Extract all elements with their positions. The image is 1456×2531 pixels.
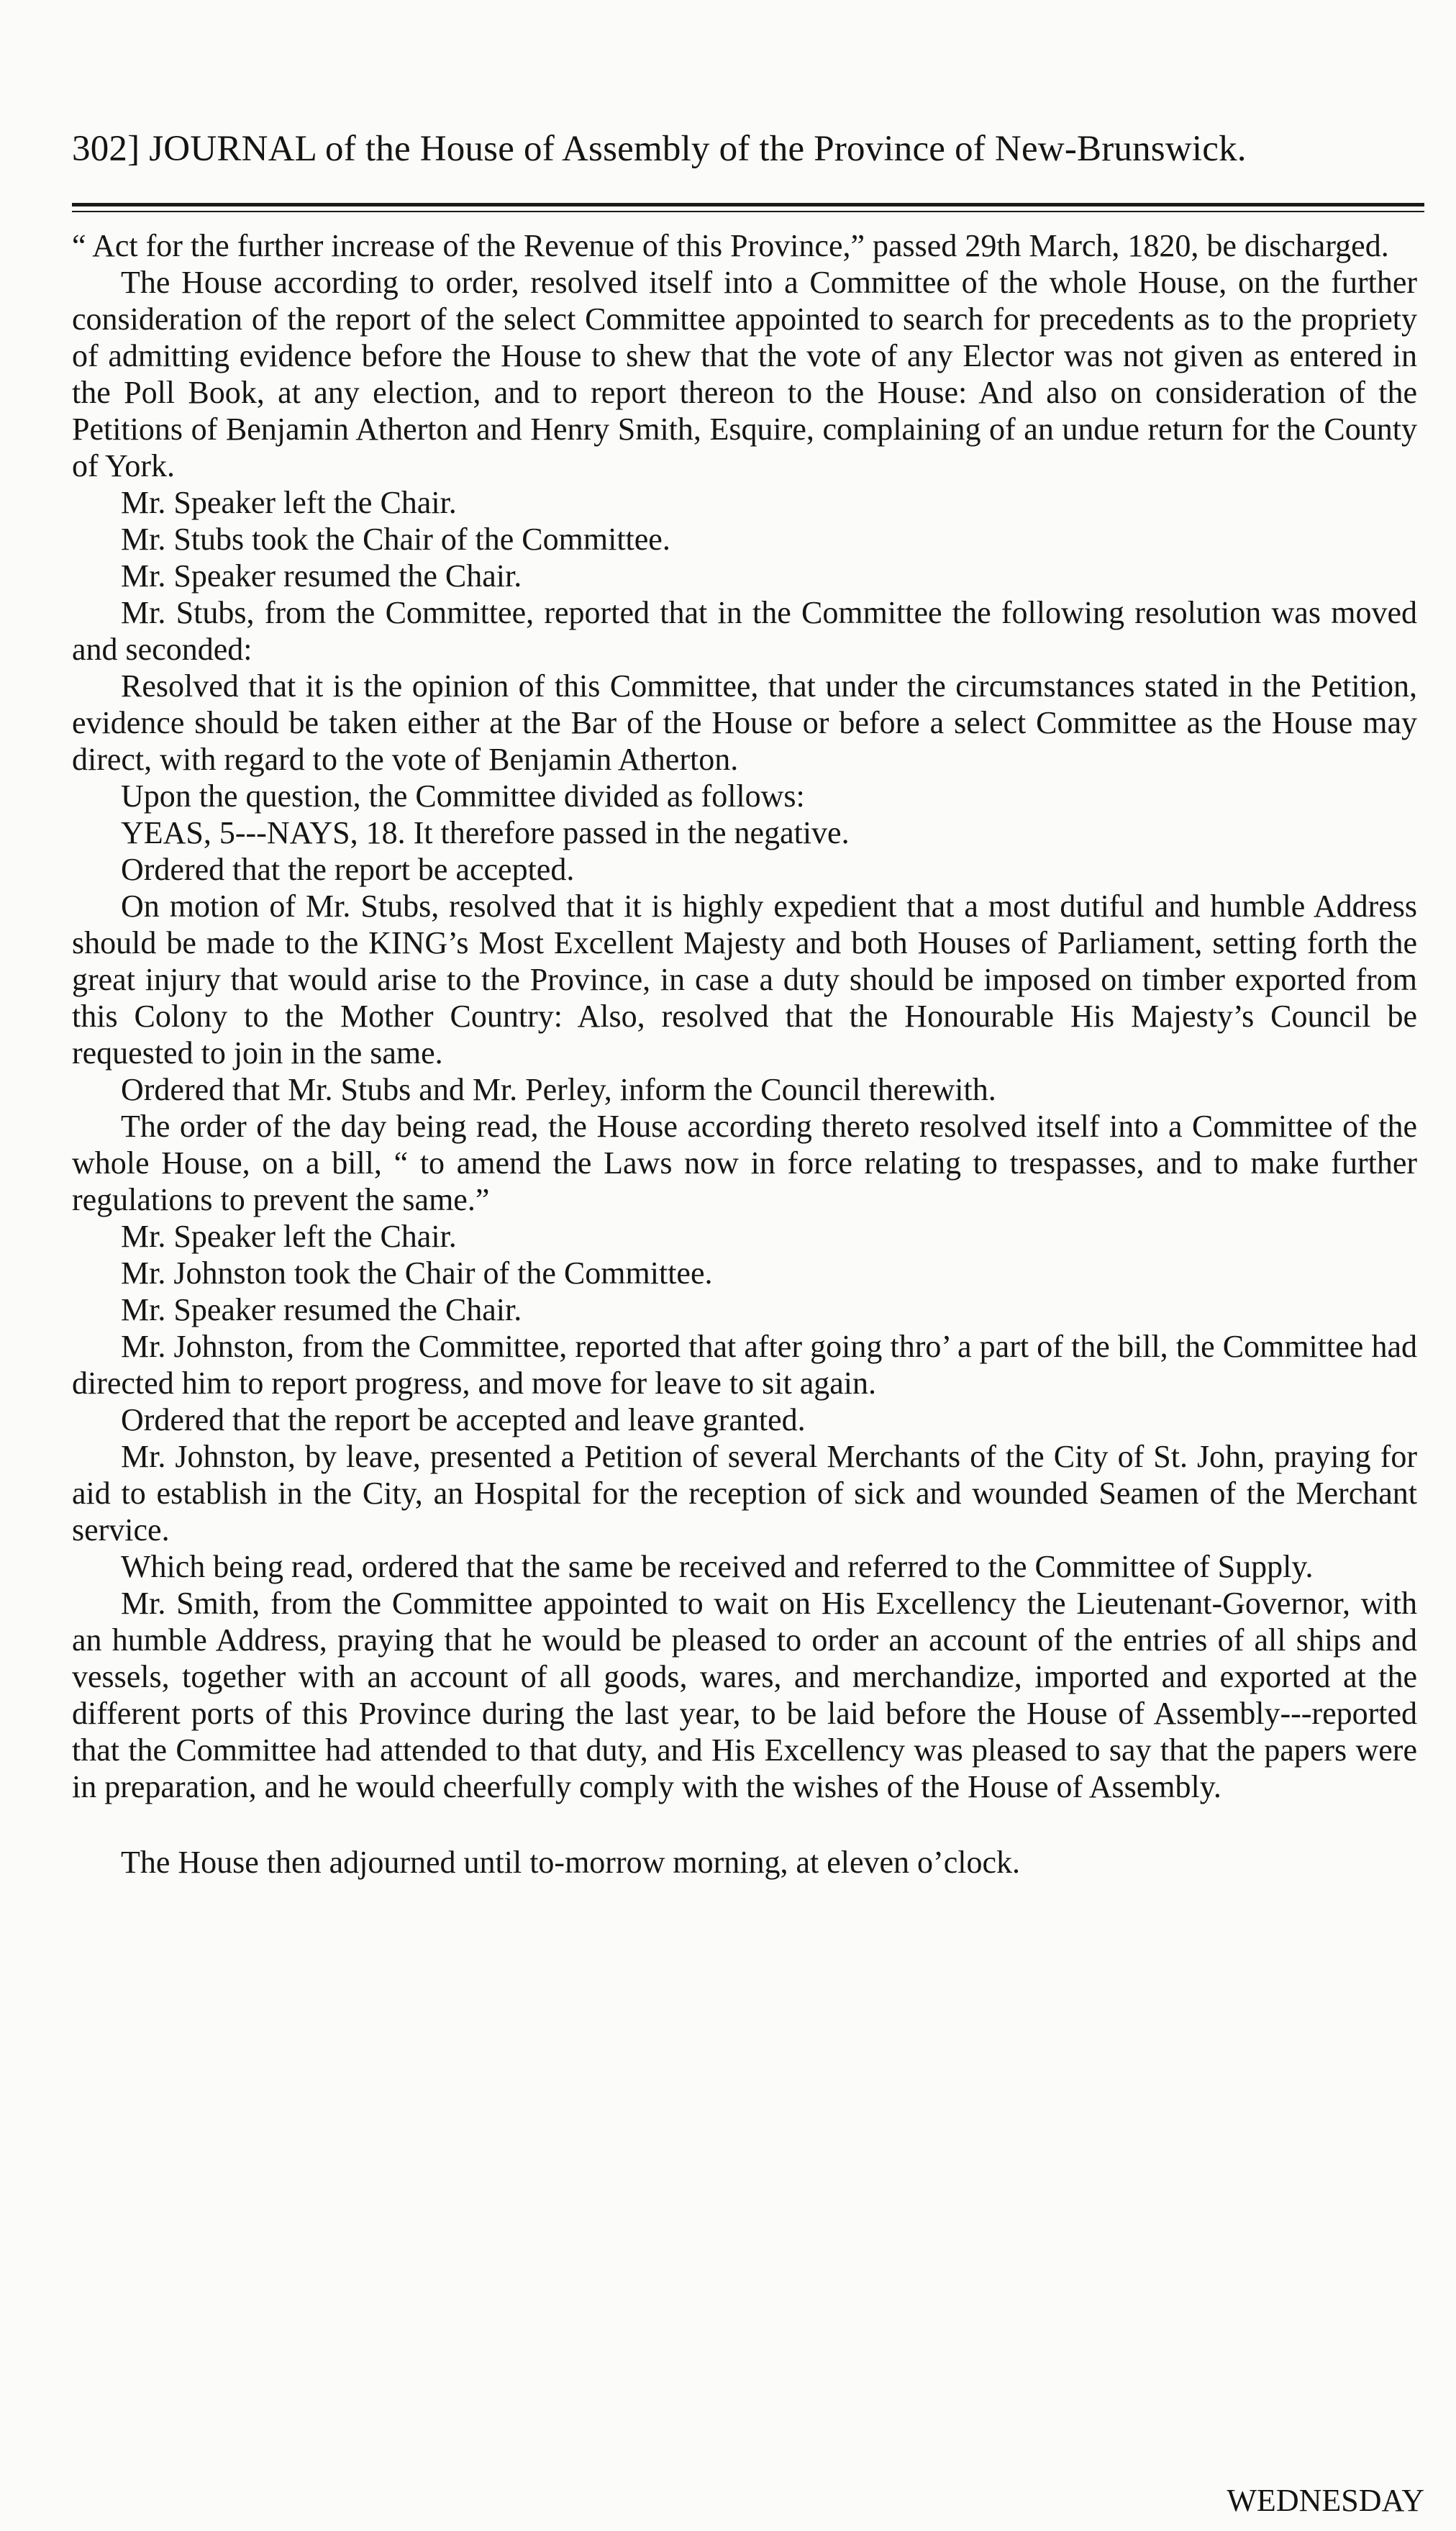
header-rule-thick	[72, 203, 1424, 206]
paragraph: Mr. Stubs, from the Committee, reported that in the Committee the following resolution was moved and seconded:	[72, 595, 1417, 667]
paragraph: Resolved that it is the opinion of this Committee, that under the circumstances stated in the Petition, evidence should be taken either at the Bar of the House or before a select Committee as the House may direct, with regard to the vote of Benjamin Atherton.	[72, 668, 1417, 777]
page-header	[72, 128, 1424, 170]
catchword: WEDNESDAY	[1227, 2483, 1424, 2518]
paragraph: Mr. Speaker resumed the Chair.	[121, 558, 522, 594]
page-number: 302]	[72, 129, 140, 169]
paragraph: Mr. Smith, from the Committee appointed to wait on His Excellency the Lieutenant-Governor, with an humble Address, praying that he would be pleased to order an account of the entries of all ships and vessels, together with an account of all goods, wares, and merchandize, imported and exported at the different ports of this Province during the last year, to be laid before the House of Assembly---reported that the Committee had attended to that duty, and His Excellency was pleased to say that the papers were in preparation, and he would cheerfully comply with the wishes of the House of Assembly.	[72, 1586, 1417, 1804]
header-rule-thin	[72, 211, 1424, 212]
paragraph: Mr. Speaker left the Chair.	[121, 485, 457, 520]
journal-body	[72, 227, 1417, 1881]
paragraph: Mr. Johnston, from the Committee, reported that after going thro’ a part of the bill, the Committee had directed him to report progress, and move for leave to sit again.	[72, 1329, 1417, 1401]
paragraph: “ Act for the further increase of the Revenue of this Province,” passed 29th March, 1820, be discharged.	[72, 228, 1389, 263]
running-title: JOURNAL of the House of Assembly of the Province of New-Brunswick.	[149, 129, 1247, 169]
paragraph: Mr. Johnston, by leave, presented a Petition of several Merchants of the City of St. John, praying for aid to establish in the City, an Hospital for the reception of sick and wounded Seamen of the Merchant service.	[72, 1439, 1417, 1548]
adjournment-paragraph: The House then adjourned until to-morrow morning, at eleven o’clock.	[121, 1845, 1020, 1880]
paragraph: Mr. Speaker resumed the Chair.	[121, 1292, 522, 1327]
paragraph: Mr. Stubs took the Chair of the Committee.	[121, 522, 670, 557]
paragraph: On motion of Mr. Stubs, resolved that it is highly expedient that a most dutiful and humble Address should be made to the KING’s Most Excellent Majesty and both Houses of Parliament, setting forth the great injury that would arise to the Province, in case a duty should be imposed on timber exported from this Colony to the Mother Country: Also, resolved that the Honourable His Majesty’s Council be requested to join in the same.	[72, 889, 1417, 1071]
paragraph: Mr. Johnston took the Chair of the Committee.	[121, 1255, 713, 1291]
paragraph: Ordered that the report be accepted.	[121, 852, 575, 887]
paragraph: Ordered that the report be accepted and leave granted.	[121, 1402, 806, 1437]
paragraph: The House according to order, resolved itself into a Committee of the whole House, on the further consideration of the report of the select Committee appointed to search for precedents as to the propriety of admitting evidence before the House to shew that the vote of any Elector was not given as entered in the Poll Book, at any election, and to report thereon to the House: And also on consideration of the Petitions of Benjamin Atherton and Henry Smith, Esquire, complaining of an undue return for the County of York.	[72, 265, 1417, 483]
paragraph: Upon the question, the Committee divided as follows:	[121, 778, 805, 814]
paragraph: Ordered that Mr. Stubs and Mr. Perley, inform the Council therewith.	[121, 1072, 996, 1107]
paragraph: The order of the day being read, the House according thereto resolved itself into a Committee of the whole House, on a bill, “ to amend the Laws now in force relating to trespasses, and to make further regulations to prevent the same.”	[72, 1109, 1417, 1217]
paragraph: YEAS, 5---NAYS, 18. It therefore passed in the negative.	[121, 815, 850, 850]
paragraph: Mr. Speaker left the Chair.	[121, 1219, 457, 1254]
paragraph: Which being read, ordered that the same be received and referred to the Committee of Supply.	[121, 1549, 1314, 1584]
